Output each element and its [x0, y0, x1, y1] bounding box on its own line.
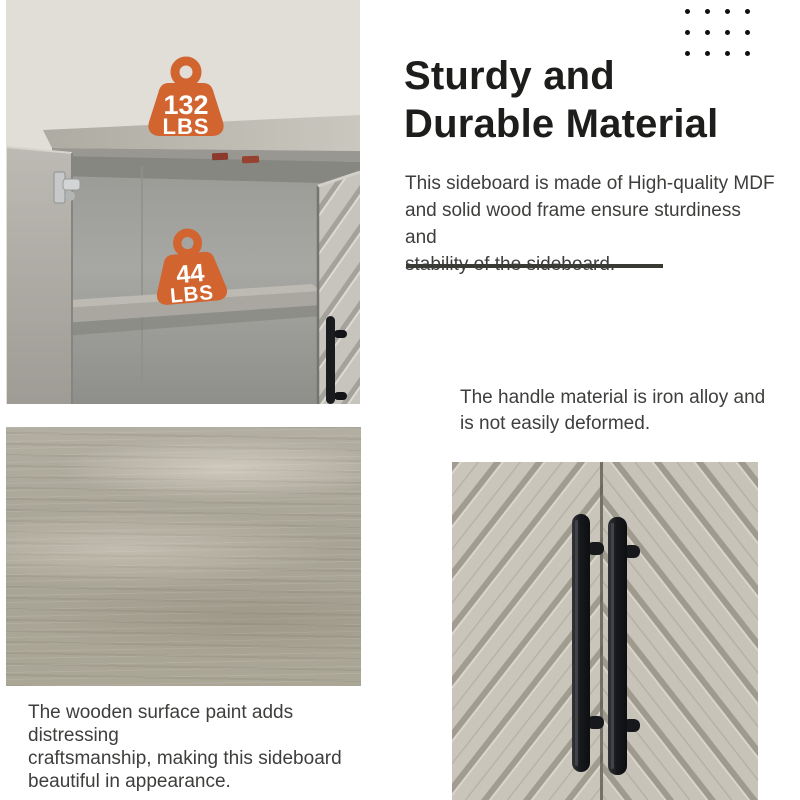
- wood-description-line: beautiful in appearance.: [28, 771, 231, 792]
- weight-unit: LBS: [162, 114, 210, 139]
- weight-value: 44: [175, 259, 206, 290]
- section-title-line1: Sturdy and: [404, 54, 615, 98]
- handles-illustration: [452, 462, 758, 800]
- divider-rule: [406, 264, 663, 268]
- section-title-line2: Durable Material: [404, 102, 719, 146]
- photo-door-handles: [452, 462, 758, 800]
- door-seam: [600, 462, 603, 800]
- weight-value: 132: [163, 90, 209, 120]
- wood-description: [28, 701, 388, 793]
- material-description: [405, 170, 775, 278]
- handle-description-line: The handle material is iron alloy and: [460, 387, 766, 408]
- weight-badge-ring: [176, 232, 198, 254]
- wood-description-line: The wooden surface paint adds distressing: [28, 702, 294, 746]
- photo-sideboard-open: [6, 0, 360, 404]
- dots-decoration: [685, 9, 750, 56]
- handle-description-line: is not easily deformed.: [460, 413, 651, 434]
- weight-capacity-badge-top: [138, 56, 234, 148]
- wood-description-line: craftsmanship, making this sideboard: [28, 748, 342, 769]
- photo-wood-texture: [6, 427, 361, 686]
- weight-unit: LBS: [169, 280, 215, 308]
- material-description-line: and solid wood frame ensure sturdiness and: [405, 200, 741, 248]
- handle-description: [460, 385, 790, 437]
- weight-badge-ring: [175, 61, 197, 83]
- weight-capacity-badge-shelf: [141, 224, 238, 318]
- section-title: [404, 52, 718, 148]
- material-description-line: This sideboard is made of High-quality MDF: [405, 173, 775, 194]
